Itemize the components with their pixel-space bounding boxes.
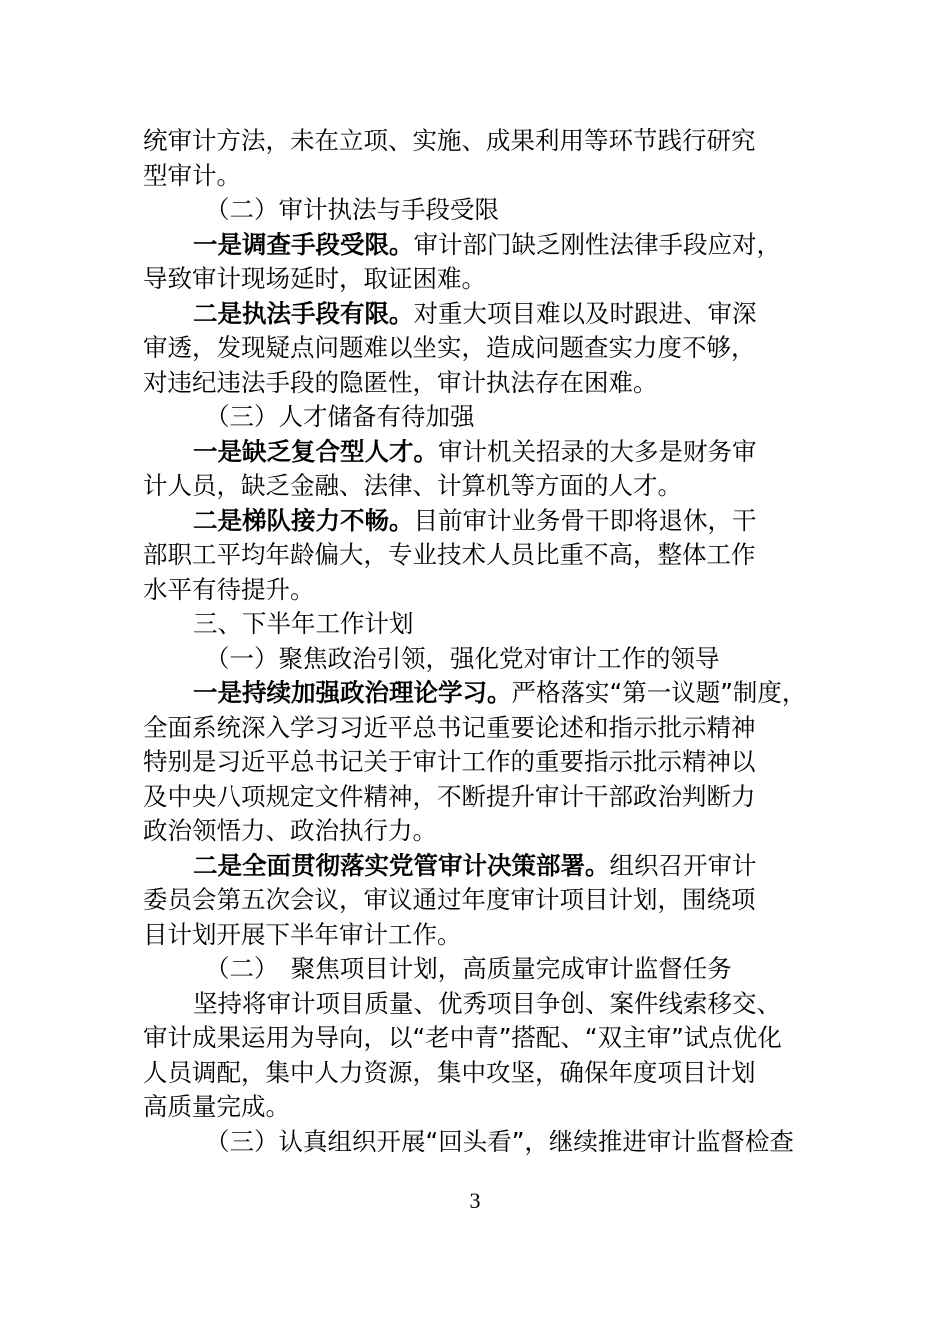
text-line: 部职工平均年龄偏大，专业技术人员比重不高，整体工作 [143,540,756,569]
text-line: 对违纪违法手段的隐匿性，审计执法存在困难。 [143,367,658,397]
text-line: 审计成果运用为导向，以“老中青”搭配、“双主审”试点优化 [143,1023,782,1052]
text-line: 全面系统深入学习习近平总书记重要论述和指示批示精神 [143,712,756,742]
section-heading: （三）人才储备有待加强 [205,402,475,431]
bold-lead: 一是持续加强政治理论学习。 [193,678,512,707]
paragraph-start: 二是全面贯彻落实党管审计决策部署。组织召开审计 [193,850,757,880]
text-line: 委员会第五次会议，审议通过年度审计项目计划，围绕项 [143,885,756,914]
text-line: 水平有待提升。 [143,574,315,604]
paragraph-start: 坚持将审计项目质量、优秀项目争创、案件线索移交、 [193,988,781,1018]
paragraph-start: 一是调查手段受限。审计部门缺乏刚性法律手段应对， [193,229,781,259]
chapter-heading: 三、下半年工作计划 [193,609,414,638]
bold-lead: 一是调查手段受限。 [193,229,414,259]
bold-lead: 二是梯队接力不畅。 [193,505,414,535]
section-heading: （一）聚焦政治引领，强化党对审计工作的领导 [205,643,720,673]
text-line: 人员调配，集中人力资源，集中攻坚，确保年度项目计划 [143,1057,756,1087]
text-line: 审透，发现疑点问题难以坐实，造成问题查实力度不够， [143,333,756,362]
text-line: 高质量完成。 [143,1092,290,1121]
text-line: 统审计方法，未在立项、实施、成果利用等环节践行研究 [143,126,756,155]
text-line: 政治领悟力、政治执行力。 [143,816,437,845]
body-text [143,124,811,1159]
section-heading: （二） 聚焦项目计划，高质量完成审计监督任务 [205,954,732,983]
paragraph-start: 一是缺乏复合型人才。审计机关招录的大多是财务审 [193,436,757,466]
paragraph-start: 一是持续加强政治理论学习。严格落实“第一议题”制度， [193,678,807,707]
bold-lead: 一是缺乏复合型人才。 [193,436,438,466]
bold-lead: 二是执法手段有限。 [193,298,414,328]
text-line: 导致审计现场延时，取证困难。 [143,264,486,293]
section-heading: （二）审计执法与手段受限 [205,195,499,224]
text-line: 目计划开展下半年审计工作。 [143,919,462,949]
bold-lead: 二是全面贯彻落实党管审计决策部署。 [193,850,610,880]
text-line: 及中央八项规定文件精神，不断提升审计干部政治判断力 [143,781,756,811]
section-heading: （三）认真组织开展“回头看”，继续推进审计监督检查 [205,1126,794,1156]
text-line: 型审计。 [143,160,241,190]
text-line: 计人员，缺乏金融、法律、计算机等方面的人才。 [143,471,682,500]
page-number: 3 [469,1188,481,1213]
paragraph-start: 二是执法手段有限。对重大项目难以及时跟进、审深 [193,298,757,328]
paragraph-start: 二是梯队接力不畅。目前审计业务骨干即将退休，干 [193,505,757,535]
text-line: 特别是习近平总书记关于审计工作的重要指示批示精神以 [143,747,756,776]
